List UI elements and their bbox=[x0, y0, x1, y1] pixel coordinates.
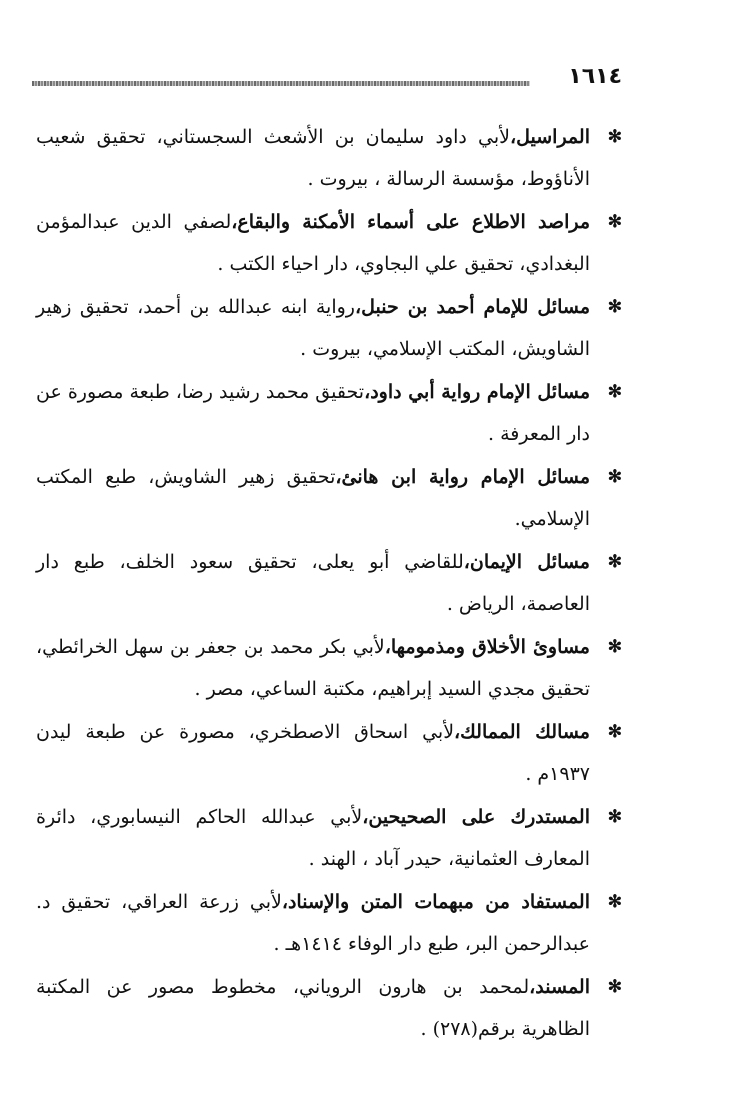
bibliography-entry bbox=[36, 371, 622, 455]
entry-details: لأبي اسحاق الاصطخري، مصورة عن طبعة ليدن ١٩٣٧م . bbox=[36, 721, 590, 785]
entry-details: رواية ابنه عبدالله بن أحمد، تحقيق زهير الشاويش، المكتب الإسلامي، بيروت . bbox=[36, 296, 590, 360]
bibliography-entry bbox=[36, 711, 622, 795]
entry-title: مساوئ الأخلاق ومذمومها، bbox=[384, 636, 590, 658]
bibliography-entry bbox=[36, 881, 622, 965]
asterisk-bullet-icon: ✻ bbox=[607, 382, 622, 402]
entry-title: مسالك الممالك، bbox=[454, 721, 590, 743]
entry-details: تحقيق زهير الشاويش، طبع المكتب الإسلامي. bbox=[36, 466, 590, 530]
header-rule bbox=[32, 81, 530, 86]
asterisk-bullet-icon: ✻ bbox=[607, 722, 622, 742]
asterisk-bullet-icon: ✻ bbox=[607, 552, 622, 572]
bibliography-entry bbox=[36, 116, 622, 200]
asterisk-bullet-icon: ✻ bbox=[607, 807, 622, 827]
bibliography-entry bbox=[36, 626, 622, 710]
entry-title: المستفاد من مبهمات المتن والإسناد، bbox=[281, 891, 590, 913]
asterisk-bullet-icon: ✻ bbox=[607, 467, 622, 487]
entry-details: تحقيق محمد رشيد رضا، طبعة مصورة عن دار المعرفة . bbox=[36, 381, 590, 445]
asterisk-bullet-icon: ✻ bbox=[607, 637, 622, 657]
entry-details: لصفي الدين عبدالمؤمن البغدادي، تحقيق علي البجاوي، دار احياء الكتب . bbox=[36, 211, 590, 275]
asterisk-bullet-icon: ✻ bbox=[607, 212, 622, 232]
bibliography-entry bbox=[36, 796, 622, 880]
entry-title: مراصد الاطلاع على أسماء الأمكنة والبقاع، bbox=[231, 211, 591, 233]
entry-title: مسائل للإمام أحمد بن حنبل، bbox=[354, 296, 591, 318]
bibliography-entry bbox=[36, 201, 622, 285]
asterisk-bullet-icon: ✻ bbox=[607, 127, 622, 147]
bibliography-list bbox=[36, 116, 622, 1051]
entry-details: لأبي داود سليمان بن الأشعث السجستاني، تحقيق شعيب الأناؤوط، مؤسسة الرسالة ، بيروت . bbox=[36, 126, 590, 190]
entry-title: مسائل الإمام رواية ابن هانئ، bbox=[335, 466, 590, 488]
page-header bbox=[32, 62, 622, 96]
entry-title: المراسيل، bbox=[510, 126, 590, 148]
bibliography-entry bbox=[36, 966, 622, 1050]
asterisk-bullet-icon: ✻ bbox=[607, 977, 622, 997]
entry-details: لأبي عبدالله الحاكم النيسابوري، دائرة المعارف العثمانية، حيدر آباد ، الهند . bbox=[36, 806, 590, 870]
bibliography-entry bbox=[36, 541, 622, 625]
bibliography-entry bbox=[36, 456, 622, 540]
entry-title: المستدرك على الصحيحين، bbox=[362, 806, 590, 828]
entry-details: لأبي زرعة العراقي، تحقيق د. عبدالرحمن البر، طبع دار الوفاء ١٤١٤هـ . bbox=[36, 891, 590, 955]
asterisk-bullet-icon: ✻ bbox=[607, 297, 622, 317]
entry-details: لمحمد بن هارون الروياني، مخطوط مصور عن المكتبة الظاهرية برقم(٢٧٨) . bbox=[36, 976, 590, 1040]
asterisk-bullet-icon: ✻ bbox=[607, 892, 622, 912]
entry-title: مسائل الإمام رواية أبي داود، bbox=[364, 381, 590, 403]
page-number: ١٦١٤ bbox=[568, 64, 622, 89]
entry-title: المسند، bbox=[529, 976, 590, 998]
entry-title: مسائل الإيمان، bbox=[463, 551, 590, 573]
entry-details: لأبي بكر محمد بن جعفر بن سهل الخرائطي، تحقيق مجدي السيد إبراهيم، مكتبة الساعي، مصر . bbox=[36, 636, 590, 700]
entry-details: للقاضي أبو يعلى، تحقيق سعود الخلف، طبع دار العاصمة، الرياض . bbox=[36, 551, 590, 615]
bibliography-entry bbox=[36, 286, 622, 370]
